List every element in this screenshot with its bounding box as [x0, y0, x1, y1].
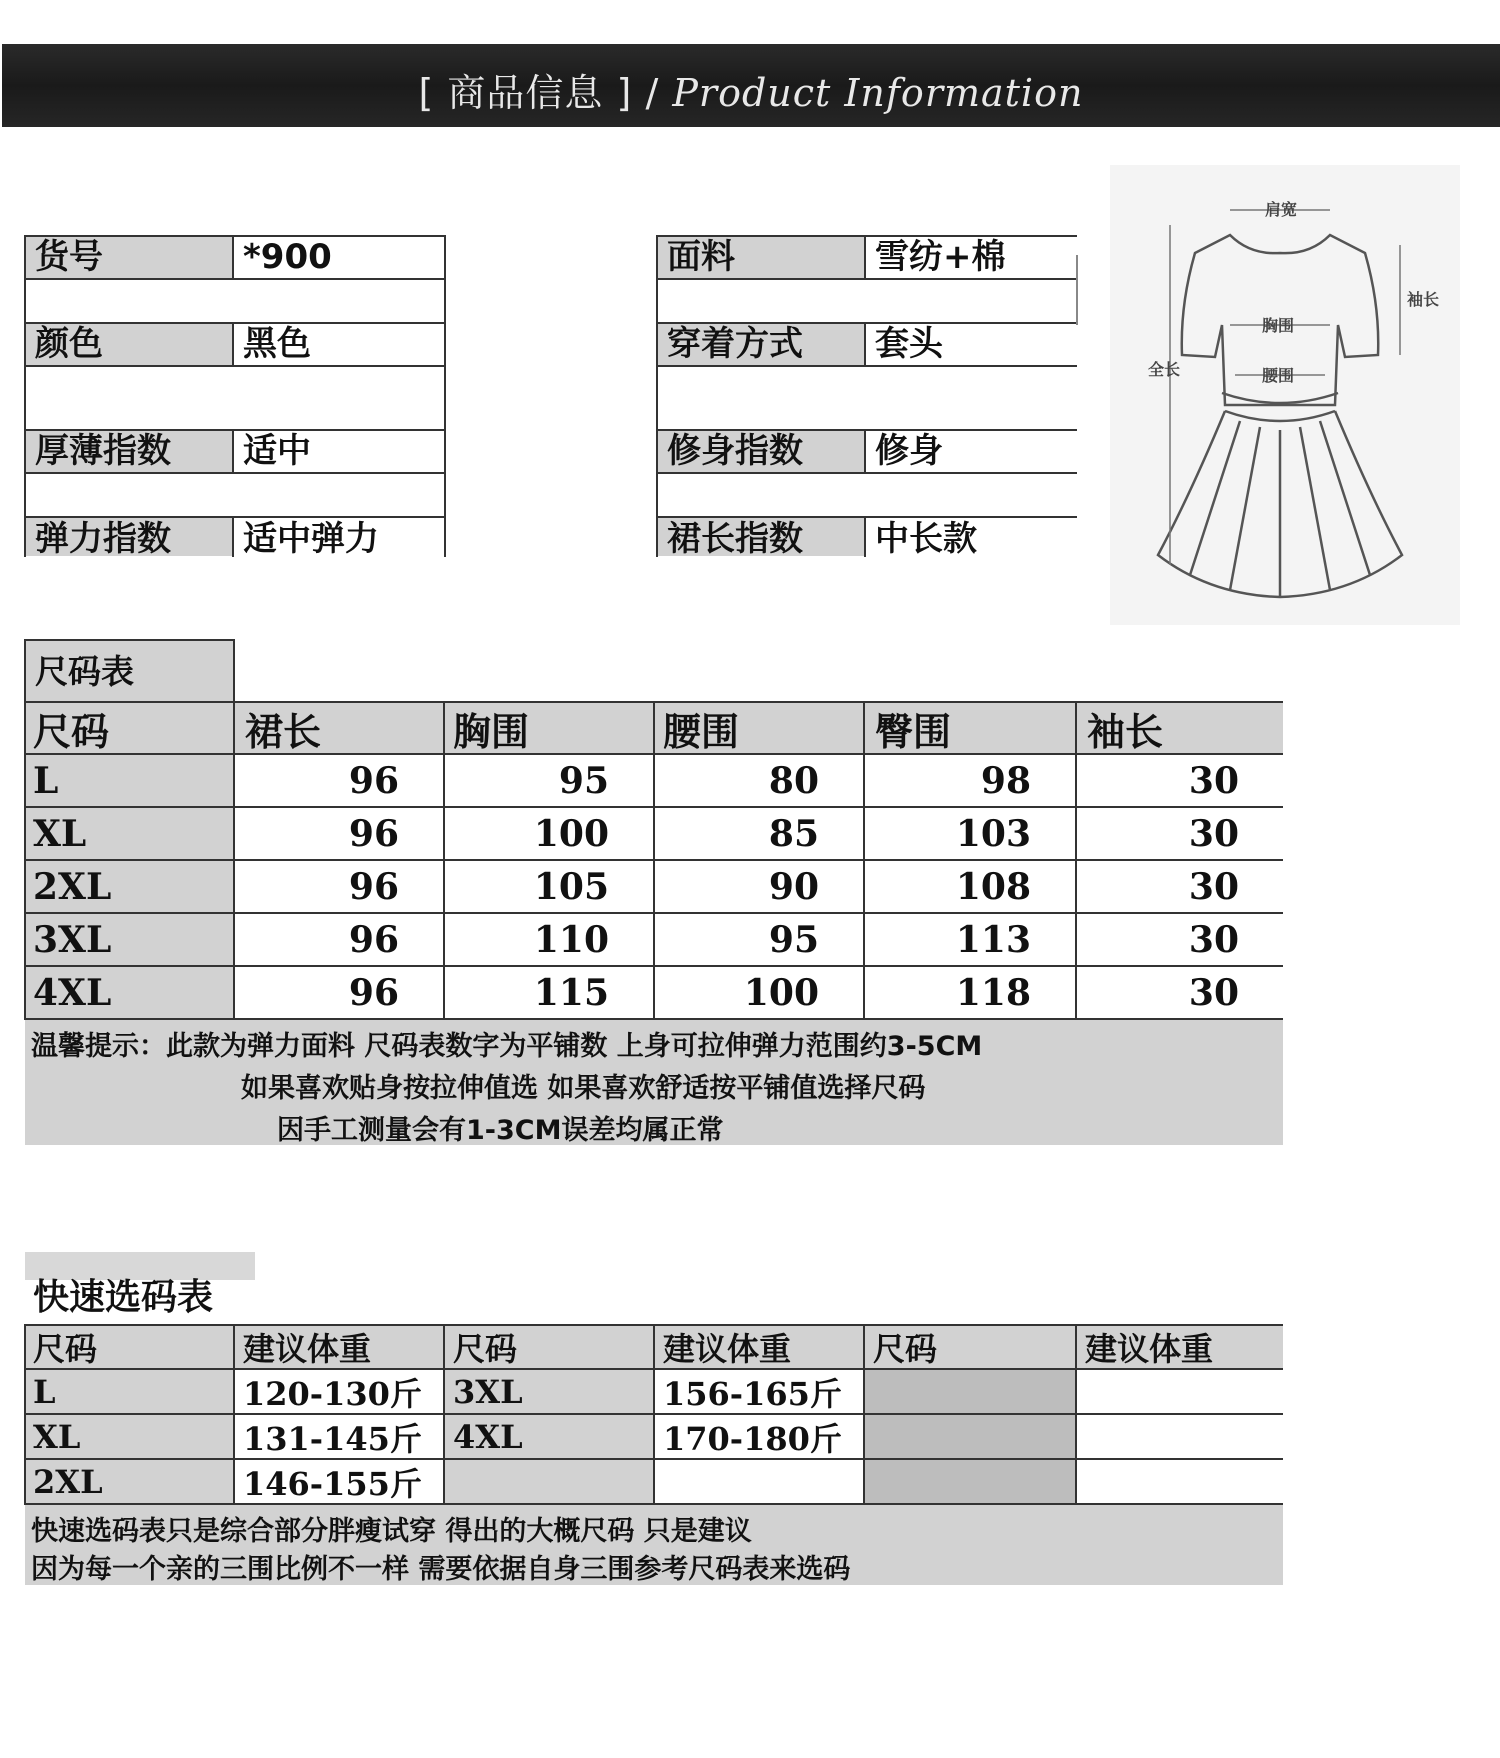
quick-chart-size: 2XL: [25, 1460, 233, 1503]
size-chart-cell: 30: [1188, 971, 1239, 1014]
quick-chart-size: [445, 1460, 653, 1503]
info-label: 厚薄指数: [25, 430, 233, 472]
quick-chart-weight: [1077, 1415, 1283, 1458]
quick-chart-weight: [655, 1460, 863, 1503]
size-chart-note: 温馨提示：此款为弹力面料 尺码表数字为平铺数 上身可拉伸弹力范围约3-5CM: [31, 1031, 983, 1062]
quick-chart-header: 建议体重: [1077, 1326, 1283, 1368]
size-chart-size: 3XL: [25, 914, 233, 965]
quick-chart-weight: [1077, 1370, 1283, 1413]
diagram-label-chest: 胸围: [1262, 316, 1295, 335]
info-value: *900: [243, 237, 332, 277]
size-chart-cell: 113: [955, 918, 1031, 961]
size-chart-cell: 96: [348, 812, 399, 855]
size-chart-cell: 110: [533, 918, 609, 961]
quick-chart-size: [865, 1370, 1075, 1413]
size-chart-header: 胸围: [445, 703, 653, 753]
banner-separator: /: [645, 71, 660, 115]
quick-chart-size: [865, 1415, 1075, 1458]
size-chart-header: 裙长: [235, 703, 443, 753]
quick-chart-note: 快速选码表只是综合部分胖瘦试穿 得出的大概尺码 只是建议: [31, 1516, 752, 1547]
size-chart-notes: [25, 1020, 1283, 1145]
banner-title-en: Product Information: [672, 71, 1084, 115]
quick-chart-header: 尺码: [25, 1326, 233, 1368]
quick-chart-size: L: [25, 1370, 233, 1413]
info-label: 弹力指数: [25, 518, 233, 556]
size-chart-cell: 118: [955, 971, 1031, 1014]
diagram-label-length: 全长: [1148, 360, 1181, 379]
size-chart-cell: 96: [348, 865, 399, 908]
quick-chart-header: 尺码: [445, 1326, 653, 1368]
size-chart-title: 尺码表: [25, 640, 235, 702]
size-chart-size: 2XL: [25, 861, 233, 912]
size-chart-cell: 30: [1188, 918, 1239, 961]
size-chart-cell: 100: [743, 971, 819, 1014]
diagram-label-shoulder: 肩宽: [1265, 200, 1298, 219]
size-chart-cell: 30: [1188, 865, 1239, 908]
diagram-label-waist: 腰围: [1262, 366, 1295, 385]
info-label: 修身指数: [657, 430, 865, 472]
info-label: 货号: [25, 236, 233, 278]
info-label: 面料: [657, 236, 865, 278]
quick-chart-weight: 170-180斤: [663, 1419, 842, 1458]
size-chart-cell: 80: [768, 759, 819, 802]
info-label: 颜色: [25, 323, 233, 365]
size-chart-cell: 95: [768, 918, 819, 961]
info-value: 黑色: [243, 324, 311, 364]
size-chart-size: 4XL: [25, 967, 233, 1018]
quick-chart-header: 建议体重: [235, 1326, 443, 1368]
size-chart-note: 如果喜欢贴身按拉伸值选 如果喜欢舒适按平铺值选择尺码: [241, 1073, 926, 1104]
size-chart-header: 尺码: [25, 703, 233, 753]
banner-title-cn: [ 商品信息 ]: [418, 71, 633, 115]
banner-title: [2, 62, 1500, 117]
quick-chart-title: 快速选码表: [25, 1252, 255, 1322]
info-value: 适中弹力: [243, 519, 379, 559]
quick-chart-header: 建议体重: [655, 1326, 863, 1368]
size-chart-cell: 30: [1188, 759, 1239, 802]
info-label: 裙长指数: [657, 518, 865, 556]
size-chart-note: 因手工测量会有1-3CM误差均属正常: [277, 1115, 724, 1146]
quick-chart-size: [865, 1460, 1075, 1503]
quick-chart-weight: 131-145斤: [243, 1419, 422, 1458]
size-chart-cell: 96: [348, 759, 399, 802]
size-chart-header: 腰围: [655, 703, 863, 753]
size-chart-cell: 96: [348, 971, 399, 1014]
size-chart-cell: 98: [980, 759, 1031, 802]
size-chart-size: XL: [25, 808, 233, 859]
size-chart-header: 袖长: [1077, 703, 1283, 753]
quick-chart-notes: [25, 1505, 1283, 1585]
quick-chart-note: 因为每一个亲的三围比例不一样 需要依据自身三围参考尺码表来选码: [31, 1554, 851, 1585]
size-chart-header: 臀围: [865, 703, 1075, 753]
info-value: 适中: [243, 431, 311, 471]
size-chart-cell: 85: [768, 812, 819, 855]
size-chart-cell: 105: [533, 865, 609, 908]
dress-icon: [1110, 165, 1460, 625]
quick-chart-weight: 120-130斤: [243, 1374, 422, 1413]
quick-chart-size: XL: [25, 1415, 233, 1458]
size-chart-cell: 100: [533, 812, 609, 855]
dress-measurement-diagram: [1110, 165, 1460, 625]
quick-chart-size: 3XL: [445, 1370, 653, 1413]
size-chart-cell: 96: [348, 918, 399, 961]
info-value: 中长款: [875, 519, 977, 559]
info-value: 雪纺+棉: [875, 237, 1006, 277]
quick-chart-weight: 156-165斤: [663, 1374, 842, 1413]
diagram-label-sleeve: 袖长: [1407, 290, 1440, 309]
info-value: 修身: [875, 431, 943, 471]
size-chart-cell: 95: [558, 759, 609, 802]
size-chart-cell: 30: [1188, 812, 1239, 855]
info-value: 套头: [875, 324, 943, 364]
page-banner: [2, 44, 1500, 127]
size-chart-cell: 103: [955, 812, 1031, 855]
info-label: 穿着方式: [657, 323, 865, 365]
size-chart-cell: 115: [533, 971, 609, 1014]
quick-chart-weight: 146-155斤: [243, 1464, 422, 1503]
size-chart-size: L: [25, 755, 233, 806]
size-chart-cell: 90: [768, 865, 819, 908]
quick-chart-size: 4XL: [445, 1415, 653, 1458]
quick-chart-weight: [1077, 1460, 1283, 1503]
size-chart-cell: 108: [955, 865, 1031, 908]
quick-chart-header: 尺码: [865, 1326, 1075, 1368]
